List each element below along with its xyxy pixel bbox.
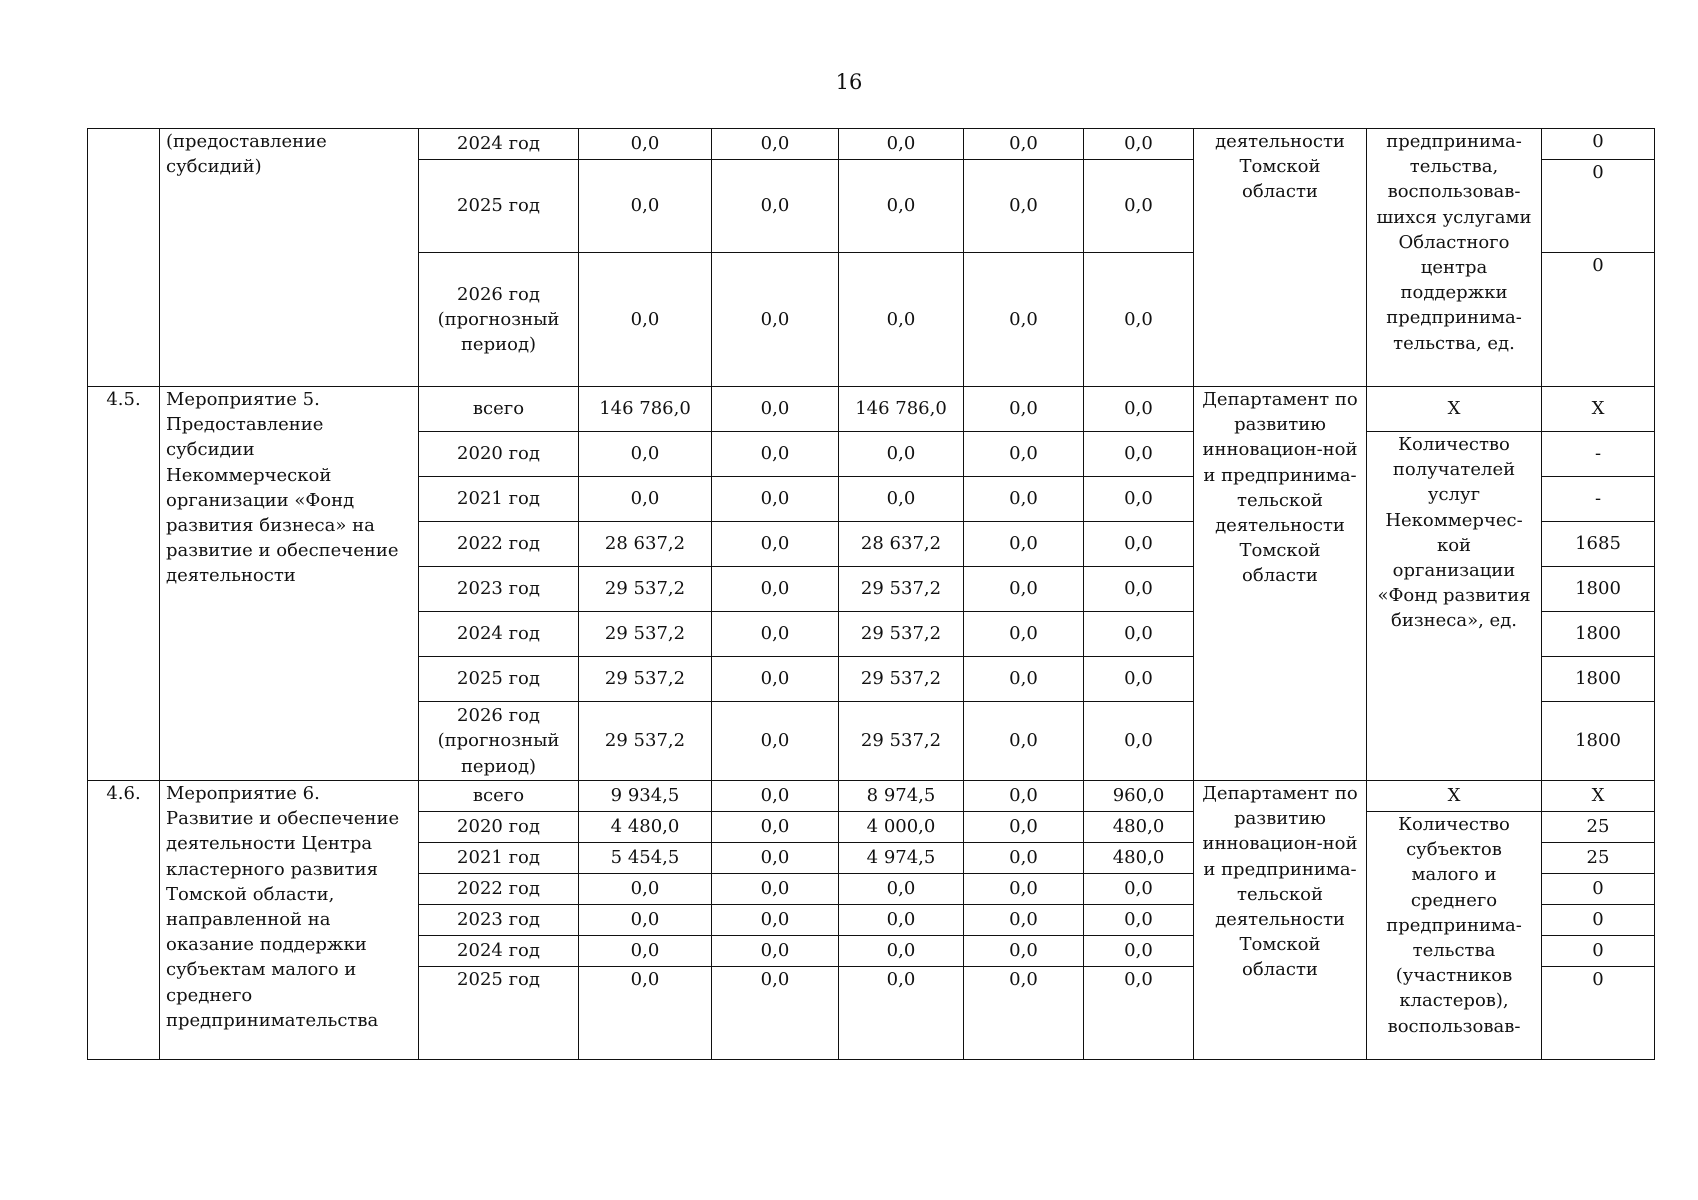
year-cell: 2020 год: [419, 432, 579, 477]
value-regional: 0,0: [839, 253, 964, 387]
value-local: 0,0: [964, 567, 1084, 612]
value-federal: 0,0: [712, 567, 839, 612]
value-extra: 0,0: [1084, 657, 1194, 702]
value-local: 0,0: [964, 905, 1084, 936]
executor-cell: Департамент по развитию инновацион-ной и предпринима-тельской деятельности Томской области: [1194, 781, 1367, 1060]
value-regional: 0,0: [839, 936, 964, 967]
indicator-value: 25: [1542, 812, 1655, 843]
value-local: 0,0: [964, 702, 1084, 781]
value-extra: 480,0: [1084, 843, 1194, 874]
year-cell: 2024 год: [419, 129, 579, 160]
table-row: [88, 781, 1655, 812]
value-federal: 0,0: [712, 129, 839, 160]
indicator-value: 0: [1542, 905, 1655, 936]
activity-name: (предоставление субсидий): [160, 129, 419, 387]
value-local: 0,0: [964, 522, 1084, 567]
value-local: 0,0: [964, 612, 1084, 657]
indicator-value: 0: [1542, 160, 1655, 253]
value-total: 5 454,5: [579, 843, 712, 874]
value-extra: 0,0: [1084, 129, 1194, 160]
indicator-value: Х: [1542, 387, 1655, 432]
year-cell: 2020 год: [419, 812, 579, 843]
value-local: 0,0: [964, 874, 1084, 905]
activity-name: Мероприятие 5. Предоставление субсидии Некоммерческой организации «Фонд развития бизнеса» на развитие и обеспечение деятельности: [160, 387, 419, 781]
value-total: 0,0: [579, 874, 712, 905]
program-activities-table: [87, 128, 1655, 1060]
indicator-value: 1800: [1542, 702, 1655, 781]
value-extra: 0,0: [1084, 253, 1194, 387]
value-local: 0,0: [964, 129, 1084, 160]
value-regional: 4 974,5: [839, 843, 964, 874]
value-total: 0,0: [579, 905, 712, 936]
value-total: 29 537,2: [579, 657, 712, 702]
executor-cell: Департамент по развитию инновацион-ной и предпринима-тельской деятельности Томской области: [1194, 387, 1367, 781]
value-total: 0,0: [579, 432, 712, 477]
value-total: 0,0: [579, 129, 712, 160]
value-local: 0,0: [964, 936, 1084, 967]
value-local: 0,0: [964, 253, 1084, 387]
value-federal: 0,0: [712, 843, 839, 874]
value-extra: 0,0: [1084, 905, 1194, 936]
value-total: 29 537,2: [579, 612, 712, 657]
indicator-total: Х: [1367, 781, 1542, 812]
year-cell: 2022 год: [419, 522, 579, 567]
year-cell: 2025 год: [419, 967, 579, 1060]
indicator-value: 0: [1542, 936, 1655, 967]
value-total: 29 537,2: [579, 702, 712, 781]
value-regional: 4 000,0: [839, 812, 964, 843]
value-total: 28 637,2: [579, 522, 712, 567]
value-total: 0,0: [579, 477, 712, 522]
value-total: 146 786,0: [579, 387, 712, 432]
indicator-value: 0: [1542, 129, 1655, 160]
indicator-value: 25: [1542, 843, 1655, 874]
value-extra: 0,0: [1084, 967, 1194, 1060]
indicator-name: Количество субъектов малого и среднего предпринима-тельства (участников кластеров), воспользовав-: [1367, 812, 1542, 1060]
value-total: 4 480,0: [579, 812, 712, 843]
year-cell: 2024 год: [419, 936, 579, 967]
indicator-name: Количество получателей услуг Некоммерчес-кой организации «Фонд развития бизнеса», ед.: [1367, 432, 1542, 781]
indicator-total: Х: [1367, 387, 1542, 432]
year-cell: 2026 год (прогнозный период): [419, 253, 579, 387]
value-local: 0,0: [964, 812, 1084, 843]
year-cell: 2025 год: [419, 160, 579, 253]
indicator-value: 0: [1542, 967, 1655, 1060]
value-total: 9 934,5: [579, 781, 712, 812]
indicator-value: -: [1542, 477, 1655, 522]
value-regional: 0,0: [839, 432, 964, 477]
value-total: 0,0: [579, 160, 712, 253]
year-cell: всего: [419, 781, 579, 812]
value-federal: 0,0: [712, 905, 839, 936]
value-federal: 0,0: [712, 477, 839, 522]
value-federal: 0,0: [712, 432, 839, 477]
value-local: 0,0: [964, 843, 1084, 874]
year-cell: 2021 год: [419, 843, 579, 874]
value-federal: 0,0: [712, 812, 839, 843]
value-federal: 0,0: [712, 657, 839, 702]
value-regional: 29 537,2: [839, 702, 964, 781]
activity-name: Мероприятие 6. Развитие и обеспечение деятельности Центра кластерного развития Томской области, направленной на оказание поддержки субъектам малого и среднего предпринимательства: [160, 781, 419, 1060]
value-federal: 0,0: [712, 967, 839, 1060]
value-total: 0,0: [579, 253, 712, 387]
indicator-value: -: [1542, 432, 1655, 477]
year-cell: 2026 год (прогнозный период): [419, 702, 579, 781]
index-cell: 4.5.: [88, 387, 160, 781]
value-federal: 0,0: [712, 522, 839, 567]
value-federal: 0,0: [712, 874, 839, 905]
year-cell: 2023 год: [419, 905, 579, 936]
value-total: 0,0: [579, 967, 712, 1060]
indicator-value: 1800: [1542, 657, 1655, 702]
value-federal: 0,0: [712, 160, 839, 253]
page-number: 16: [835, 70, 863, 94]
value-federal: 0,0: [712, 781, 839, 812]
value-total: 0,0: [579, 936, 712, 967]
indicator-value: Х: [1542, 781, 1655, 812]
year-cell: всего: [419, 387, 579, 432]
table-row: [88, 129, 1655, 160]
indicator-value: 0: [1542, 874, 1655, 905]
value-regional: 29 537,2: [839, 567, 964, 612]
value-regional: 29 537,2: [839, 612, 964, 657]
value-regional: 29 537,2: [839, 657, 964, 702]
indicator-value: 1800: [1542, 567, 1655, 612]
value-total: 29 537,2: [579, 567, 712, 612]
value-regional: 0,0: [839, 967, 964, 1060]
value-regional: 28 637,2: [839, 522, 964, 567]
value-local: 0,0: [964, 477, 1084, 522]
value-extra: 0,0: [1084, 702, 1194, 781]
value-regional: 146 786,0: [839, 387, 964, 432]
value-local: 0,0: [964, 657, 1084, 702]
indicator-name: предпринима-тельства, воспользовав-шихся услугами Областного центра поддержки предпринима-тельства, ед.: [1367, 129, 1542, 387]
value-regional: 0,0: [839, 477, 964, 522]
indicator-value: 0: [1542, 253, 1655, 387]
executor-cell: деятельности Томской области: [1194, 129, 1367, 387]
value-federal: 0,0: [712, 253, 839, 387]
value-federal: 0,0: [712, 702, 839, 781]
value-local: 0,0: [964, 432, 1084, 477]
indicator-value: 1685: [1542, 522, 1655, 567]
value-extra: 0,0: [1084, 936, 1194, 967]
value-extra: 0,0: [1084, 387, 1194, 432]
value-local: 0,0: [964, 160, 1084, 253]
index-cell: 4.6.: [88, 781, 160, 1060]
year-cell: 2022 год: [419, 874, 579, 905]
year-cell: 2021 год: [419, 477, 579, 522]
year-cell: 2025 год: [419, 657, 579, 702]
index-cell: [88, 129, 160, 387]
indicator-value: 1800: [1542, 612, 1655, 657]
value-extra: 0,0: [1084, 567, 1194, 612]
value-regional: 0,0: [839, 129, 964, 160]
value-regional: 0,0: [839, 160, 964, 253]
value-extra: 960,0: [1084, 781, 1194, 812]
value-regional: 0,0: [839, 905, 964, 936]
value-local: 0,0: [964, 387, 1084, 432]
value-regional: 8 974,5: [839, 781, 964, 812]
value-local: 0,0: [964, 781, 1084, 812]
value-federal: 0,0: [712, 387, 839, 432]
table-row: [88, 387, 1655, 432]
year-cell: 2023 год: [419, 567, 579, 612]
value-federal: 0,0: [712, 612, 839, 657]
value-extra: 0,0: [1084, 160, 1194, 253]
value-local: 0,0: [964, 967, 1084, 1060]
value-extra: 0,0: [1084, 874, 1194, 905]
value-federal: 0,0: [712, 936, 839, 967]
value-extra: 0,0: [1084, 612, 1194, 657]
value-regional: 0,0: [839, 874, 964, 905]
value-extra: 0,0: [1084, 522, 1194, 567]
value-extra: 0,0: [1084, 477, 1194, 522]
value-extra: 0,0: [1084, 432, 1194, 477]
year-cell: 2024 год: [419, 612, 579, 657]
value-extra: 480,0: [1084, 812, 1194, 843]
